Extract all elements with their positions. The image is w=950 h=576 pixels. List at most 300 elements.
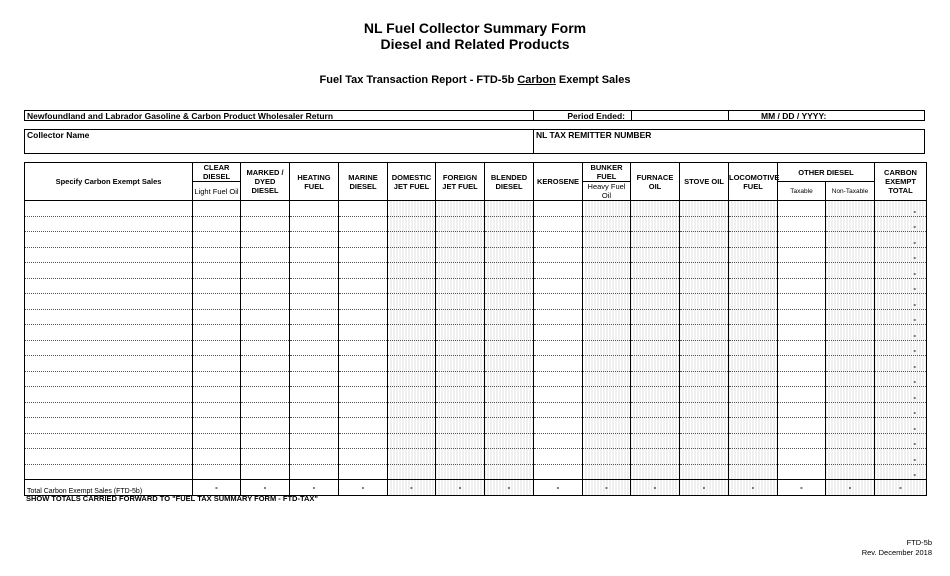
sale-description-cell[interactable]: [25, 216, 193, 232]
amount-cell[interactable]: [339, 325, 388, 341]
amount-cell[interactable]: [436, 356, 485, 372]
sale-description-cell[interactable]: [25, 449, 193, 465]
amount-cell[interactable]: [729, 402, 778, 418]
amount-cell[interactable]: [729, 340, 778, 356]
row-total-cell: -: [875, 309, 927, 325]
amount-cell[interactable]: [729, 309, 778, 325]
sale-description-cell[interactable]: [25, 294, 193, 310]
amount-cell[interactable]: [485, 263, 534, 279]
foreign-line1: FOREIGN: [442, 172, 478, 182]
amount-cell[interactable]: [388, 387, 436, 403]
amount-cell[interactable]: [583, 449, 631, 465]
amount-cell[interactable]: [631, 387, 680, 403]
amount-cell[interactable]: [485, 464, 534, 480]
table-row: [25, 278, 927, 294]
amount-cell[interactable]: [388, 433, 436, 449]
sale-description-cell[interactable]: [25, 232, 193, 248]
sale-description-cell[interactable]: [25, 371, 193, 387]
table-body: [25, 201, 927, 496]
amount-cell[interactable]: [485, 340, 534, 356]
amount-cell[interactable]: [485, 356, 534, 372]
amount-cell[interactable]: [778, 325, 826, 341]
amount-cell[interactable]: [631, 433, 680, 449]
amount-cell[interactable]: [290, 449, 339, 465]
amount-cell[interactable]: [485, 247, 534, 263]
amount-cell[interactable]: [339, 356, 388, 372]
amount-cell[interactable]: [631, 371, 680, 387]
amount-cell[interactable]: [534, 201, 583, 217]
amount-cell[interactable]: [485, 371, 534, 387]
amount-cell[interactable]: [583, 216, 631, 232]
domestic-line1: DOMESTIC: [391, 172, 432, 182]
amount-cell[interactable]: [534, 263, 583, 279]
amount-cell[interactable]: [436, 387, 485, 403]
amount-cell[interactable]: [436, 371, 485, 387]
amount-cell[interactable]: [193, 371, 241, 387]
amount-cell[interactable]: [436, 340, 485, 356]
amount-cell[interactable]: [485, 232, 534, 248]
amount-cell[interactable]: [436, 464, 485, 480]
amount-cell[interactable]: [729, 294, 778, 310]
amount-cell[interactable]: [339, 216, 388, 232]
amount-cell[interactable]: [436, 263, 485, 279]
amount-cell[interactable]: [583, 340, 631, 356]
amount-cell[interactable]: [339, 371, 388, 387]
amount-cell[interactable]: [339, 278, 388, 294]
amount-cell[interactable]: [826, 216, 875, 232]
amount-cell[interactable]: [631, 201, 680, 217]
amount-cell[interactable]: [631, 216, 680, 232]
amount-cell[interactable]: [339, 263, 388, 279]
amount-cell[interactable]: [241, 449, 290, 465]
amount-cell[interactable]: [388, 340, 436, 356]
amount-cell[interactable]: [339, 387, 388, 403]
period-ended-input[interactable]: [631, 110, 729, 121]
amount-cell[interactable]: [534, 418, 583, 434]
amount-cell[interactable]: [583, 387, 631, 403]
amount-cell[interactable]: [778, 433, 826, 449]
amount-cell[interactable]: [290, 464, 339, 480]
amount-cell[interactable]: [290, 278, 339, 294]
amount-cell[interactable]: [583, 232, 631, 248]
amount-cell[interactable]: [778, 309, 826, 325]
amount-cell[interactable]: [193, 340, 241, 356]
carry-forward-note: SHOW TOTALS CARRIED FORWARD TO "FUEL TAX SUMMARY FORM - FTD-TAX": [26, 494, 318, 503]
amount-cell[interactable]: [290, 247, 339, 263]
sale-description-cell[interactable]: [25, 201, 193, 217]
amount-cell[interactable]: [631, 232, 680, 248]
amount-cell[interactable]: [826, 278, 875, 294]
amount-cell[interactable]: [339, 247, 388, 263]
amount-cell[interactable]: [826, 232, 875, 248]
amount-cell[interactable]: [485, 278, 534, 294]
amount-cell[interactable]: [388, 449, 436, 465]
sale-description-cell[interactable]: [25, 387, 193, 403]
amount-cell[interactable]: [193, 356, 241, 372]
amount-cell[interactable]: [826, 340, 875, 356]
amount-cell[interactable]: [485, 387, 534, 403]
heating-fuel-header: [290, 163, 339, 201]
amount-cell[interactable]: [778, 371, 826, 387]
amount-cell[interactable]: [583, 418, 631, 434]
amount-cell[interactable]: [193, 449, 241, 465]
table-row: [25, 232, 927, 248]
amount-cell[interactable]: [826, 402, 875, 418]
amount-cell[interactable]: [290, 232, 339, 248]
amount-cell[interactable]: [436, 201, 485, 217]
amount-cell[interactable]: [826, 418, 875, 434]
amount-cell[interactable]: [241, 464, 290, 480]
form-revision: Rev. December 2018: [861, 548, 932, 557]
amount-cell[interactable]: [436, 294, 485, 310]
amount-cell[interactable]: [778, 247, 826, 263]
amount-cell[interactable]: [290, 309, 339, 325]
amount-cell[interactable]: [826, 371, 875, 387]
amount-cell[interactable]: [778, 418, 826, 434]
amount-cell[interactable]: [729, 433, 778, 449]
domestic-jet-header: [388, 163, 436, 201]
amount-cell[interactable]: [534, 325, 583, 341]
sale-description-cell[interactable]: [25, 356, 193, 372]
amount-cell[interactable]: [436, 278, 485, 294]
sale-description-cell[interactable]: [25, 309, 193, 325]
row-total-cell: -: [875, 294, 927, 310]
table-row: [25, 201, 927, 217]
amount-cell[interactable]: [826, 201, 875, 217]
amount-cell[interactable]: [631, 278, 680, 294]
amount-cell[interactable]: [388, 201, 436, 217]
blended-line1: BLENDED: [490, 172, 528, 182]
amount-cell[interactable]: [436, 418, 485, 434]
amount-cell[interactable]: [631, 449, 680, 465]
amount-cell[interactable]: [339, 418, 388, 434]
amount-cell[interactable]: [631, 418, 680, 434]
collector-name-field[interactable]: [24, 129, 534, 154]
amount-cell[interactable]: [290, 201, 339, 217]
amount-cell[interactable]: [778, 340, 826, 356]
amount-cell[interactable]: [583, 433, 631, 449]
amount-cell[interactable]: [290, 418, 339, 434]
amount-cell[interactable]: [388, 294, 436, 310]
amount-cell[interactable]: [583, 278, 631, 294]
amount-cell[interactable]: [388, 309, 436, 325]
amount-cell[interactable]: [241, 418, 290, 434]
amount-cell[interactable]: [534, 433, 583, 449]
amount-cell[interactable]: [729, 387, 778, 403]
amount-cell[interactable]: [193, 247, 241, 263]
amount-cell[interactable]: [485, 294, 534, 310]
amount-cell[interactable]: [778, 294, 826, 310]
amount-cell[interactable]: [290, 433, 339, 449]
domestic-line2: JET FUEL: [393, 181, 430, 191]
amount-cell[interactable]: [485, 449, 534, 465]
amount-cell[interactable]: [778, 387, 826, 403]
amount-cell[interactable]: [290, 216, 339, 232]
amount-cell[interactable]: [778, 232, 826, 248]
amount-cell[interactable]: [778, 356, 826, 372]
amount-cell[interactable]: [826, 294, 875, 310]
amount-cell[interactable]: [729, 216, 778, 232]
amount-cell[interactable]: [436, 449, 485, 465]
amount-cell[interactable]: [388, 232, 436, 248]
amount-cell[interactable]: [680, 201, 729, 217]
amount-cell[interactable]: [436, 325, 485, 341]
amount-cell[interactable]: [388, 216, 436, 232]
amount-cell[interactable]: [729, 356, 778, 372]
amount-cell[interactable]: [826, 464, 875, 480]
locomotive-line2: FUEL: [743, 181, 763, 191]
amount-cell[interactable]: [583, 371, 631, 387]
amount-cell[interactable]: [339, 201, 388, 217]
amount-cell[interactable]: [680, 340, 729, 356]
amount-cell[interactable]: [388, 371, 436, 387]
table-row: [25, 464, 927, 480]
amount-cell[interactable]: [534, 294, 583, 310]
amount-cell[interactable]: [485, 418, 534, 434]
amount-cell[interactable]: [680, 402, 729, 418]
amount-cell[interactable]: [729, 278, 778, 294]
locomotive-line1: LOCOMOTIVE: [729, 172, 780, 182]
return-name-field[interactable]: [24, 110, 534, 121]
amount-cell[interactable]: [534, 309, 583, 325]
specify-header: Specify Carbon Exempt Sales: [25, 163, 193, 201]
amount-cell[interactable]: [290, 325, 339, 341]
amount-cell[interactable]: [631, 247, 680, 263]
amount-cell[interactable]: [290, 340, 339, 356]
amount-cell[interactable]: [436, 232, 485, 248]
amount-cell[interactable]: [193, 464, 241, 480]
amount-cell[interactable]: [534, 232, 583, 248]
amount-cell[interactable]: [388, 247, 436, 263]
sale-description-cell[interactable]: [25, 278, 193, 294]
amount-cell[interactable]: [485, 402, 534, 418]
amount-cell[interactable]: [778, 263, 826, 279]
amount-cell[interactable]: [729, 325, 778, 341]
sale-description-cell[interactable]: [25, 340, 193, 356]
amount-cell[interactable]: [534, 216, 583, 232]
sale-description-cell[interactable]: [25, 402, 193, 418]
amount-cell[interactable]: [290, 402, 339, 418]
amount-cell[interactable]: [193, 309, 241, 325]
amount-cell[interactable]: [193, 387, 241, 403]
amount-cell[interactable]: [241, 433, 290, 449]
amount-cell[interactable]: [680, 263, 729, 279]
amount-cell[interactable]: [241, 216, 290, 232]
amount-cell[interactable]: [631, 325, 680, 341]
amount-cell[interactable]: [729, 263, 778, 279]
amount-cell[interactable]: [583, 356, 631, 372]
amount-cell[interactable]: [388, 464, 436, 480]
amount-cell[interactable]: [583, 263, 631, 279]
amount-cell[interactable]: [778, 201, 826, 217]
amount-cell[interactable]: [339, 232, 388, 248]
amount-cell[interactable]: [680, 387, 729, 403]
foreign-line2: JET FUEL: [442, 181, 478, 191]
sale-description-cell[interactable]: [25, 263, 193, 279]
amount-cell[interactable]: [436, 433, 485, 449]
amount-cell[interactable]: [631, 309, 680, 325]
amount-cell[interactable]: [680, 309, 729, 325]
amount-cell[interactable]: [729, 418, 778, 434]
amount-cell[interactable]: [534, 449, 583, 465]
amount-cell[interactable]: [339, 340, 388, 356]
amount-cell[interactable]: [241, 263, 290, 279]
amount-cell[interactable]: [339, 309, 388, 325]
amount-cell[interactable]: [729, 201, 778, 217]
amount-cell[interactable]: [485, 216, 534, 232]
amount-cell[interactable]: [388, 418, 436, 434]
amount-cell[interactable]: [193, 294, 241, 310]
amount-cell[interactable]: [193, 278, 241, 294]
amount-cell[interactable]: [290, 294, 339, 310]
amount-cell[interactable]: [729, 247, 778, 263]
amount-cell[interactable]: [388, 263, 436, 279]
amount-cell[interactable]: [193, 201, 241, 217]
amount-cell[interactable]: [583, 464, 631, 480]
table-row: [25, 294, 927, 310]
remitter-number-field[interactable]: [533, 129, 925, 154]
date-format-label: MM / DD / YYYY:: [761, 111, 827, 121]
amount-cell[interactable]: [583, 309, 631, 325]
amount-cell[interactable]: [193, 418, 241, 434]
amount-cell[interactable]: [680, 449, 729, 465]
other-diesel-header: OTHER DIESEL: [778, 163, 875, 182]
amount-cell[interactable]: [436, 216, 485, 232]
amount-cell[interactable]: [193, 402, 241, 418]
amount-cell[interactable]: [680, 216, 729, 232]
amount-cell[interactable]: [193, 232, 241, 248]
amount-cell[interactable]: [241, 356, 290, 372]
amount-cell[interactable]: [485, 433, 534, 449]
amount-cell[interactable]: [631, 356, 680, 372]
amount-cell[interactable]: [241, 309, 290, 325]
amount-cell[interactable]: [388, 325, 436, 341]
amount-cell[interactable]: [388, 356, 436, 372]
amount-cell[interactable]: [826, 263, 875, 279]
amount-cell[interactable]: [680, 325, 729, 341]
amount-cell[interactable]: [485, 325, 534, 341]
amount-cell[interactable]: [778, 449, 826, 465]
amount-cell[interactable]: [241, 247, 290, 263]
amount-cell[interactable]: [290, 371, 339, 387]
amount-cell[interactable]: [778, 402, 826, 418]
amount-cell[interactable]: [534, 371, 583, 387]
marked-diesel-header: [241, 163, 290, 201]
amount-cell[interactable]: [339, 433, 388, 449]
amount-cell[interactable]: [241, 325, 290, 341]
amount-cell[interactable]: [729, 232, 778, 248]
amount-cell[interactable]: [583, 294, 631, 310]
amount-cell[interactable]: [826, 325, 875, 341]
amount-cell[interactable]: [826, 433, 875, 449]
sale-description-cell[interactable]: [25, 464, 193, 480]
amount-cell[interactable]: [193, 216, 241, 232]
amount-cell[interactable]: [826, 247, 875, 263]
amount-cell[interactable]: [534, 278, 583, 294]
amount-cell[interactable]: [680, 232, 729, 248]
sale-description-cell[interactable]: [25, 433, 193, 449]
amount-cell[interactable]: [241, 387, 290, 403]
amount-cell[interactable]: [778, 278, 826, 294]
amount-cell[interactable]: [485, 201, 534, 217]
amount-cell[interactable]: [290, 263, 339, 279]
amount-cell[interactable]: [680, 247, 729, 263]
amount-cell[interactable]: [826, 356, 875, 372]
amount-cell[interactable]: [631, 263, 680, 279]
amount-cell[interactable]: [680, 356, 729, 372]
amount-cell[interactable]: [436, 402, 485, 418]
amount-cell[interactable]: [290, 387, 339, 403]
amount-cell[interactable]: [241, 340, 290, 356]
sale-description-cell[interactable]: [25, 325, 193, 341]
amount-cell[interactable]: [631, 340, 680, 356]
amount-cell[interactable]: [631, 294, 680, 310]
amount-cell[interactable]: [436, 309, 485, 325]
amount-cell[interactable]: [339, 402, 388, 418]
amount-cell[interactable]: [241, 294, 290, 310]
amount-cell[interactable]: [290, 356, 339, 372]
column-total-cell: -: [680, 480, 729, 496]
sale-description-cell[interactable]: [25, 247, 193, 263]
amount-cell[interactable]: [680, 294, 729, 310]
amount-cell[interactable]: [680, 464, 729, 480]
amount-cell[interactable]: [583, 402, 631, 418]
amount-cell[interactable]: [193, 325, 241, 341]
amount-cell[interactable]: [436, 247, 485, 263]
amount-cell[interactable]: [826, 449, 875, 465]
amount-cell[interactable]: [534, 247, 583, 263]
amount-cell[interactable]: [534, 464, 583, 480]
amount-cell[interactable]: [631, 464, 680, 480]
amount-cell[interactable]: [534, 340, 583, 356]
amount-cell[interactable]: [583, 201, 631, 217]
amount-cell[interactable]: [534, 356, 583, 372]
amount-cell[interactable]: [680, 418, 729, 434]
sale-description-cell[interactable]: [25, 418, 193, 434]
amount-cell[interactable]: [778, 464, 826, 480]
amount-cell[interactable]: [339, 449, 388, 465]
date-format-field[interactable]: [728, 110, 925, 121]
amount-cell[interactable]: [485, 309, 534, 325]
amount-cell[interactable]: [241, 371, 290, 387]
amount-cell[interactable]: [631, 402, 680, 418]
amount-cell[interactable]: [729, 464, 778, 480]
amount-cell[interactable]: [778, 216, 826, 232]
amount-cell[interactable]: [826, 309, 875, 325]
amount-cell[interactable]: [826, 387, 875, 403]
amount-cell[interactable]: [339, 464, 388, 480]
amount-cell[interactable]: [193, 263, 241, 279]
amount-cell[interactable]: [241, 402, 290, 418]
amount-cell[interactable]: [534, 402, 583, 418]
amount-cell[interactable]: [729, 371, 778, 387]
amount-cell[interactable]: [388, 278, 436, 294]
column-total-cell: -: [826, 480, 875, 496]
amount-cell[interactable]: [680, 278, 729, 294]
amount-cell[interactable]: [241, 278, 290, 294]
amount-cell[interactable]: [241, 232, 290, 248]
amount-cell[interactable]: [241, 201, 290, 217]
amount-cell[interactable]: [583, 325, 631, 341]
amount-cell[interactable]: [680, 371, 729, 387]
amount-cell[interactable]: [583, 247, 631, 263]
amount-cell[interactable]: [339, 294, 388, 310]
amount-cell[interactable]: [680, 433, 729, 449]
amount-cell[interactable]: [534, 387, 583, 403]
amount-cell[interactable]: [729, 449, 778, 465]
amount-cell[interactable]: [388, 402, 436, 418]
amount-cell[interactable]: [193, 433, 241, 449]
